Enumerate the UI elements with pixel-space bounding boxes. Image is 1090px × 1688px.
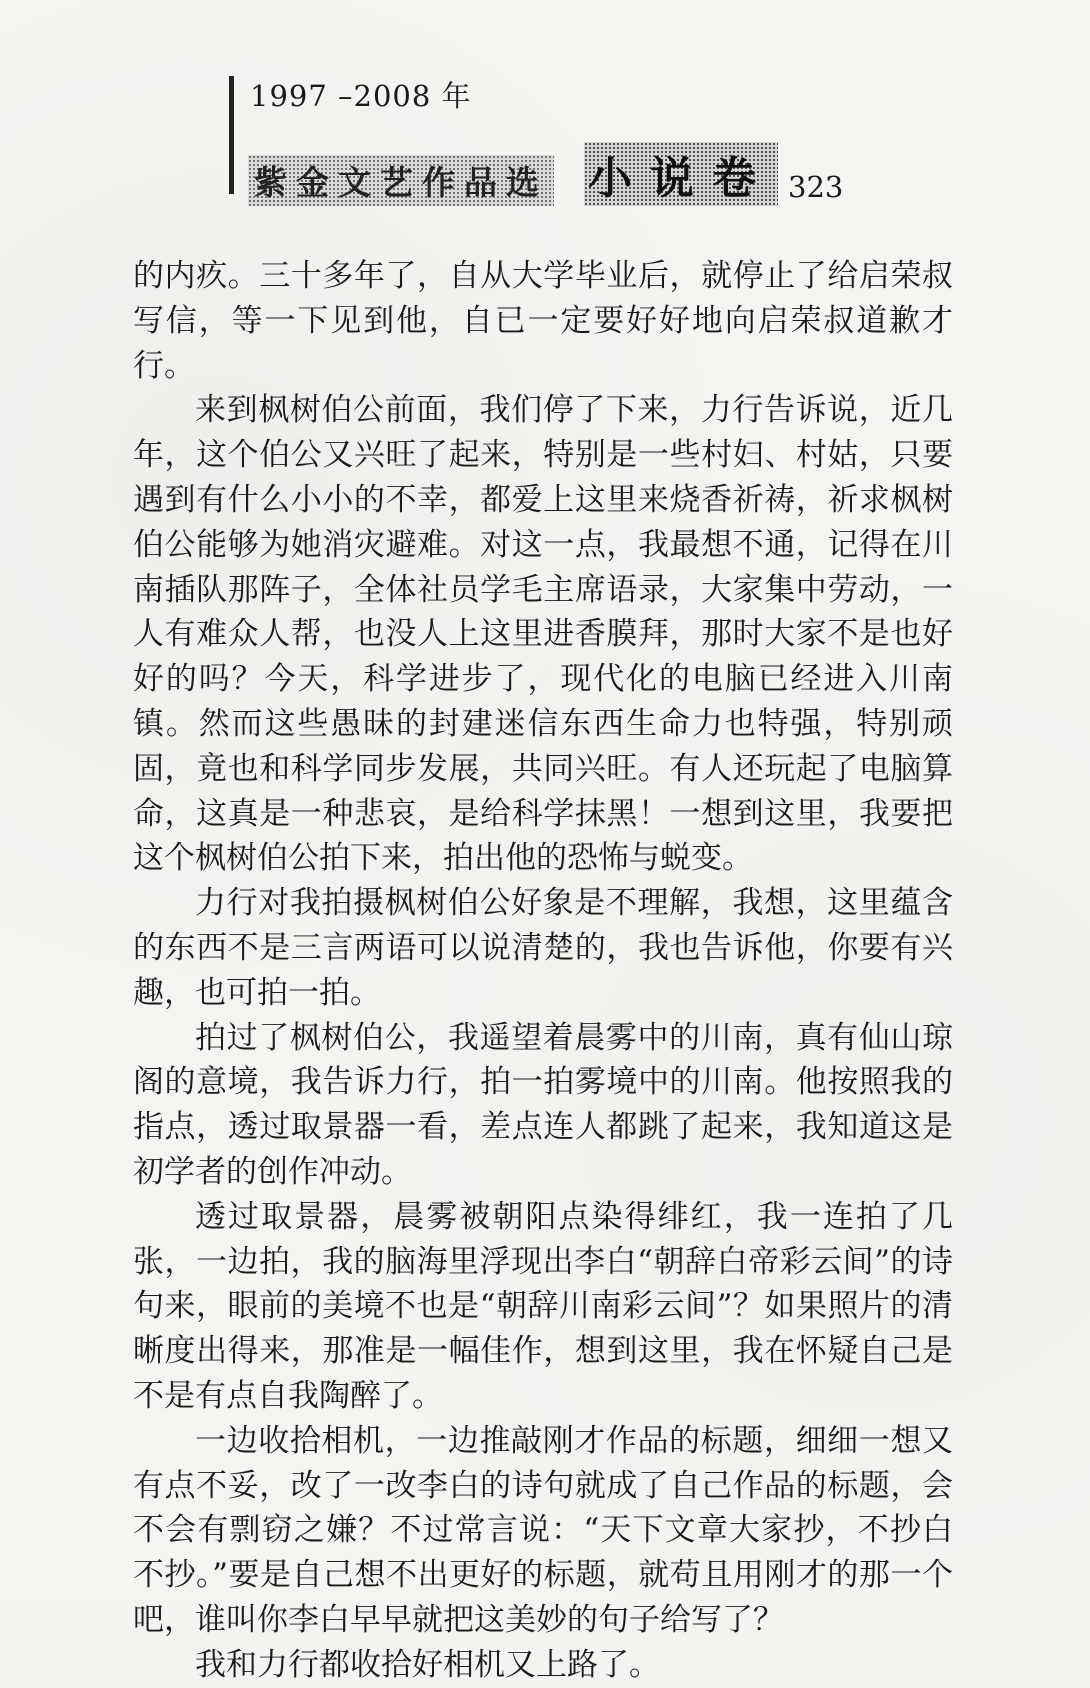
page-number: 323 — [788, 170, 844, 204]
paragraph: 一边收拾相机，一边推敲刚才作品的标题，细细一想又有点不妥，改了一改李白的诗句就成了自己作品的标题，会不会有剽窃之嫌？不过常言说：“天下文章大家抄，不抄白不抄。”要是自己想不出更好的标题，就苟且用刚才的那一个吧，谁叫你李白早早就把这美妙的句子给写了？ — [133, 1422, 953, 1638]
paragraph-continued: 的内疚。三十多年了，自从大学毕业后，就停止了给启荣叔写信，等一下见到他，自已一定要好好地向启荣叔道歉才行。 — [133, 258, 953, 384]
running-header — [248, 142, 843, 206]
volume-title: 小说卷 — [584, 142, 778, 206]
paragraph: 来到枫树伯公前面，我们停了下来，力行告诉说，近几年，这个伯公又兴旺了起来，特别是一些村妇、村姑，只要遇到有什么小小的不幸，都爱上这里来烧香祈祷，祈求枫树伯公能够为她消灾避难。对这一点，我最想不通，记得在川南插队那阵子，全体社员学毛主席语录，大家集中劳动，一人有难众人帮，也没人上这里进香膜拜，那时大家不是也好好的吗？今天，科学进步了，现代化的电脑已经进入川南镇。然而这些愚昧的封建迷信东西生命力也特强，特别顽固，竟也和科学同步发展，共同兴旺。有人还玩起了电脑算命，这真是一种悲哀，是给科学抹黑！一想到这里，我要把这个枫树伯公拍下来，拍出他的恐怖与蜕变。 — [133, 392, 953, 877]
paragraph: 拍过了枫树伯公，我遥望着晨雾中的川南，真有仙山琼阁的意境，我告诉力行，拍一拍雾境中的川南。他按照我的指点，透过取景器一看，差点连人都跳了起来，我知道这是初学者的创作冲动。 — [133, 1019, 953, 1190]
paragraph: 力行对我拍摄枫树伯公好象是不理解，我想，这里蕴含的东西不是三言两语可以说清楚的，我也告诉他，你要有兴趣，也可拍一拍。 — [133, 885, 953, 1011]
header-vertical-rule — [229, 76, 234, 194]
header-year-range: 1997 –2008 年 — [250, 79, 472, 113]
body-text — [133, 254, 953, 1688]
paragraph: 我和力行都收拾好相机又上路了。 — [195, 1646, 660, 1683]
paragraph: 透过取景器，晨雾被朝阳点染得绯红，我一连拍了几张，一边拍，我的脑海里浮现出李白“朝辞白帝彩云间”的诗句来，眼前的美境不也是“朝辞川南彩云间”？如果照片的清晰度出得来，那准是一幅佳作，想到这里，我在怀疑自己是不是有点自我陶醉了。 — [133, 1198, 953, 1414]
series-title: 紫金文艺作品选 — [248, 155, 554, 206]
